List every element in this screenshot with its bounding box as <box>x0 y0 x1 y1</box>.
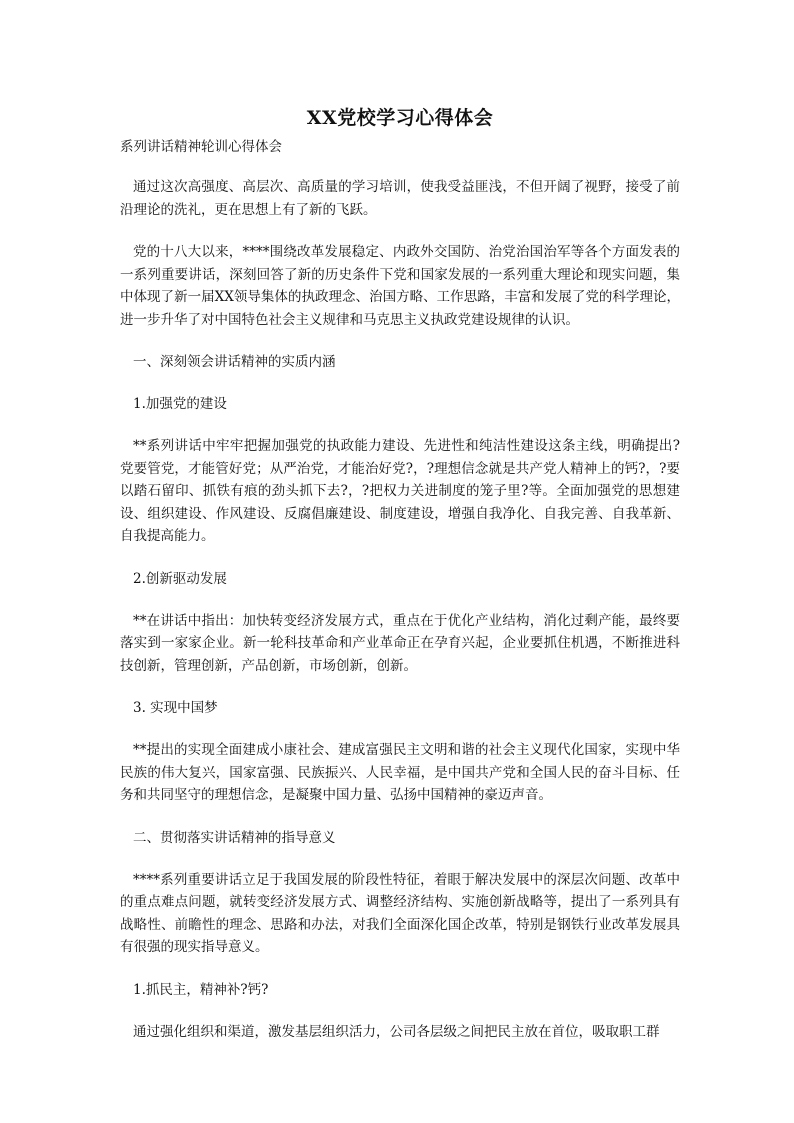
paragraph-intro: 通过这次高强度、高层次、高质量的学习培训，使我受益匪浅，不但开阔了视野，接受了前沿理论的洗礼，更在思想上有了新的飞跃。 <box>120 179 680 218</box>
paragraph-guidance: ****系列重要讲话立足于我国发展的阶段性特征，着眼于解决发展中的深层次问题、改革中的重点难点问题，就转变经济发展方式、调整经济结构、实施创新战略等，提出了一系列具有战略性、前瞻性的理念、思路和办法，对我们全面深化国企改革，特别是钢铁行业改革发展具有很强的现实指导意义。 <box>120 871 680 955</box>
spacer <box>120 807 680 827</box>
spacer <box>120 158 680 176</box>
subsection-heading-1-1: 1.加强党的建设 <box>133 396 227 412</box>
spacer <box>120 415 680 435</box>
spacer <box>120 221 680 241</box>
paragraph-democracy: 通过强化组织和渠道，激发基层组织活力，公司各层级之间把民主放在首位，吸取职工群 <box>133 1023 660 1040</box>
spacer <box>120 331 680 351</box>
paragraph-party-building: **系列讲话中牢牢把握加强党的执政能力建设、先进性和纯洁性建设这条主线，明确提出?党要管党，才能管好党；从严治党，才能治好党?，?理想信念就是共产党人精神上的钙?，?要以踏石留印、抓铁有痕的劲头抓下去?，?把权力关进制度的笼子里?等。全面加强党的思想建设、组织建设、作风建设、反腐倡廉建设、制度建设，增强自我净化、自我完善、自我革新、自我提高能力。 <box>120 438 680 544</box>
document-title: XX党校学习心得体会 <box>306 107 494 129</box>
spacer <box>120 548 680 568</box>
subsection-heading-1-3: 3. 实现中国梦 <box>133 700 218 716</box>
paragraph-innovation: **在讲话中指出：加快转变经济发展方式，重点在于优化产业结构，消化过剩产能，最终要落实到一家家企业。新一轮科技革命和产业革命正在孕育兴起，企业要抓住机遇，不断推进科技创新，管理创新，产品创新，市场创新，创新。 <box>120 612 680 674</box>
section-heading-1: 一、深刻领会讲话精神的实质内涵 <box>133 354 336 370</box>
spacer <box>120 849 680 869</box>
spacer <box>120 959 680 979</box>
spacer <box>120 590 680 610</box>
spacer <box>120 719 680 739</box>
spacer <box>120 1001 680 1021</box>
subsection-heading-1-2: 2.创新驱动发展 <box>133 570 227 587</box>
spacer <box>120 373 680 393</box>
section-heading-2: 二、贯彻落实讲话精神的指导意义 <box>133 829 336 846</box>
subsection-heading-2-1: 1.抓民主，精神补?钙? <box>133 981 269 998</box>
spacer <box>120 677 680 697</box>
paragraph-background: 党的十八大以来，****围绕改革发展稳定、内政外交国防、治党治国治军等各个方面发表的一系列重要讲话，深刻回答了新的历史条件下党和国家发展的一系列重大理论和现实问题，集中体现了新一届XX领导集体的执政理念、治国方略、工作思路，丰富和发展了党的科学理论，进一步升华了对中国特色社会主义规律和马克思主义执政党建设规律的认识。 <box>120 244 680 328</box>
paragraph-china-dream: **提出的实现全面建成小康社会、建成富强民主文明和谐的社会主义现代化国家，实现中华民族的伟大复兴，国家富强、民族振兴、人民幸福，是中国共产党和全国人民的奋斗目标、任务和共同坚守的理想信念，是凝聚中国力量、弘扬中国精神的豪迈声音。 <box>120 742 680 803</box>
document-subtitle: 系列讲话精神轮训心得体会 <box>120 139 282 155</box>
